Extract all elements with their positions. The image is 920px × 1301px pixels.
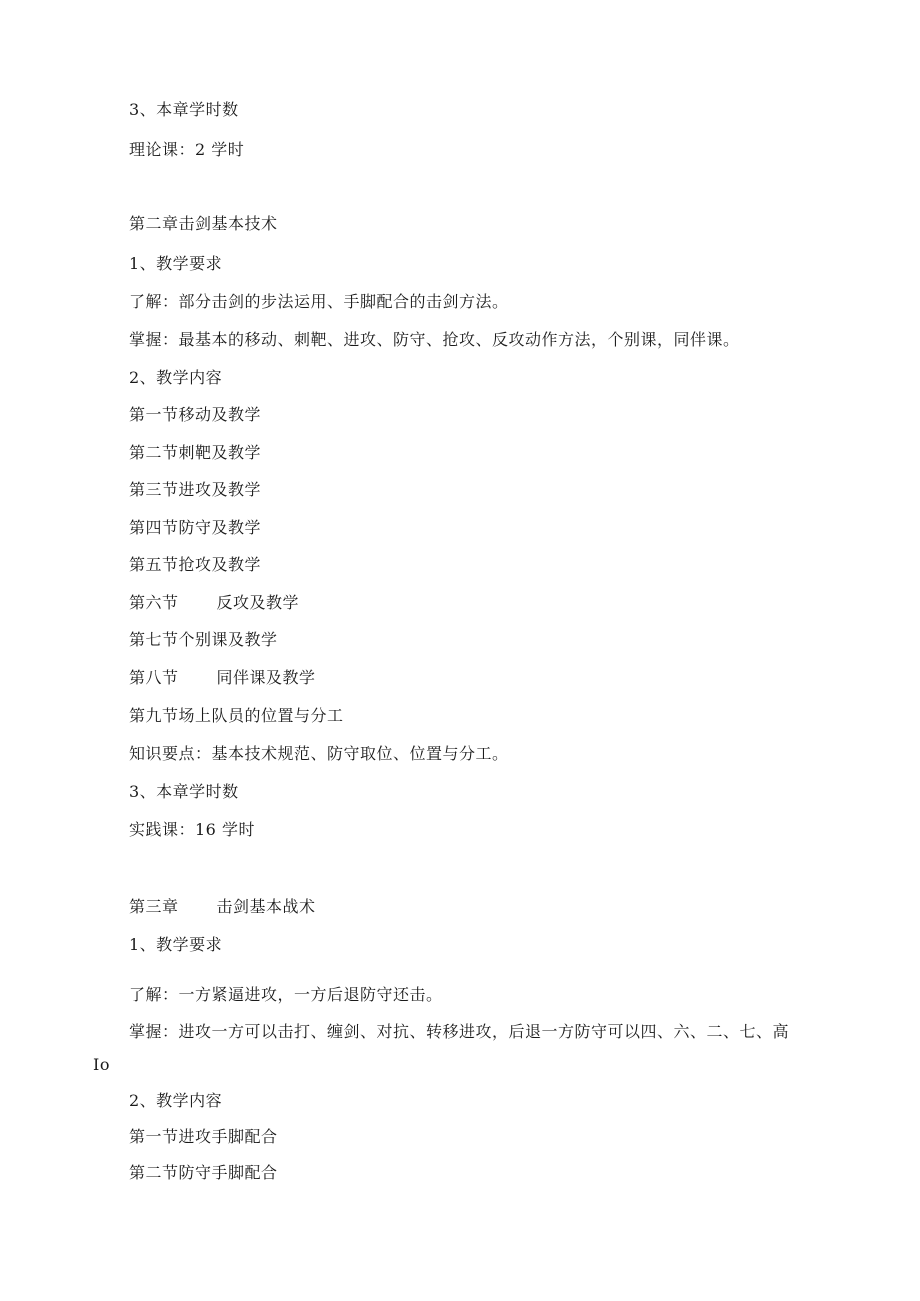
section-item: 第二节防守手脚配合 [129, 1163, 278, 1182]
teaching-requirements-heading: 1、教学要求 [129, 254, 223, 273]
section-item: 第一节移动及教学 [129, 405, 262, 424]
section-title: 同伴课及教学 [216, 668, 316, 687]
section-item: 第一节进攻手脚配合 [129, 1127, 278, 1146]
teaching-content-heading: 2、教学内容 [129, 1091, 223, 1110]
section-item [129, 593, 299, 613]
master-text: 掌握：进攻一方可以击打、缠剑、对抗、转移进攻，后退一方防守可以四、六、二、七、高 [129, 1022, 790, 1041]
theory-hours: 理论课：2 学时 [129, 140, 245, 159]
section-item: 第七节个别课及教学 [129, 630, 278, 649]
teaching-content-heading: 2、教学内容 [129, 368, 223, 387]
master-text: 掌握：最基本的移动、刺靶、进攻、防守、抢攻、反攻动作方法，个别课，同伴课。 [129, 330, 740, 349]
chapter-title: 击剑基本战术 [216, 897, 316, 916]
section-item [129, 668, 316, 688]
chapter-two-title: 第二章击剑基本技术 [129, 214, 278, 233]
chapter-hours-heading: 3、本章学时数 [129, 782, 239, 801]
section-number: 第六节 [129, 593, 179, 612]
chapter-three-title [129, 897, 316, 917]
section-item: 第五节抢攻及教学 [129, 555, 262, 574]
teaching-requirements-heading: 1、教学要求 [129, 935, 223, 954]
practice-hours: 实践课：16 学时 [129, 820, 255, 839]
chapter-number: 第三章 [129, 897, 179, 916]
section-item: 第二节刺靶及教学 [129, 443, 262, 462]
master-text-continuation: Io [93, 1055, 110, 1074]
key-points: 知识要点：基本技术规范、防守取位、位置与分工。 [129, 744, 509, 763]
section-item: 第九节场上队员的位置与分工 [129, 706, 344, 725]
chapter-hours-heading: 3、本章学时数 [129, 100, 239, 119]
section-title: 反攻及教学 [216, 593, 300, 612]
understand-text: 了解：一方紧逼进攻，一方后退防守还击。 [129, 985, 443, 1004]
section-item: 第四节防守及教学 [129, 518, 262, 537]
understand-text: 了解：部分击剑的步法运用、手脚配合的击剑方法。 [129, 292, 509, 311]
section-item: 第三节进攻及教学 [129, 480, 262, 499]
section-number: 第八节 [129, 668, 179, 687]
